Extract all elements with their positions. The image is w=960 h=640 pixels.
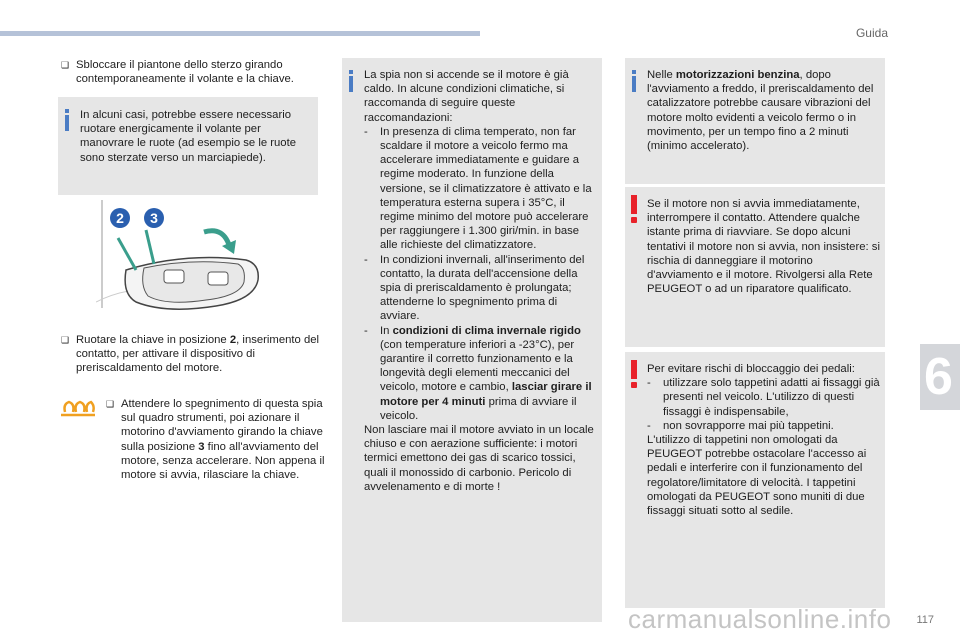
step-turn-key (61, 333, 338, 376)
harsh-winter-d: lasciar girare il motore per 4 minuti (380, 381, 592, 408)
preheating-list (364, 125, 598, 423)
info-box-steering (58, 97, 318, 195)
step-turn-key-text-a: Ruotare la chiave in posizione (76, 334, 230, 346)
harsh-winter-b: condizioni di clima invernale rigido (392, 324, 581, 337)
list-item: - In condizioni di clima invernale rigido (con temperature inferiori a -23°C), per garantire il corretto funzionamento e la longevità degli elementi meccanici del veicolo, motore e cambio, lasciar girare il motore per 4 minuti prima di avviare il veicolo. (364, 324, 592, 422)
temperate-climate-item: In presenza di clima temperato, non far scaldare il motore a veicolo fermo ma accelerare immediatamente e guidare a regime moderato. In funzione della versione, se il climatizzatore è attivato e la temperatura esterna supera i 35°C, il regime minimo del motore può accelerare per raggiungere i 1.300 giri/min. in base alle richieste del climatizzatore. (380, 125, 592, 252)
step-turn-key-text-c: , inserimento del contatto, per attivare il dispositivo di preriscaldamento del motore. (76, 334, 320, 375)
checkbox-bullet-icon: ❑ (61, 335, 70, 345)
step-wait-position: 3 (198, 440, 205, 453)
page-number: 117 (916, 614, 934, 626)
section-title: Guida (855, 26, 888, 40)
step-wait-start (106, 397, 327, 482)
warning-box-mats (625, 352, 885, 608)
info-box-petrol (625, 58, 885, 184)
mats-item-1: utilizzare solo tappetini adatti ai fissaggi già presenti nel veicolo. L'utilizzo di questi fissaggi è indispensabile, (663, 377, 880, 418)
step-unlock-steering (61, 58, 338, 86)
info-icon (65, 109, 69, 131)
list-item: - utilizzare solo tappetini adatti ai fissaggi già presenti nel veicolo. L'utilizzo di questi fissaggi è indispensabile, (647, 377, 880, 418)
preheating-text (364, 68, 598, 494)
harsh-winter-c: (con temperature inferiori a -23°C), per garantire il corretto funzionamento e la longevità degli elementi meccanici del veicolo, motore e cambio, (380, 338, 575, 394)
petrol-text-c: , dopo l'avviamento a freddo, il preriscaldamento del catalizzatore potrebbe causare vibrazioni del motore molto evidenti a veicolo fermo o in movimento, per un tempo fino a 2 minuti (minimo accelerato). (647, 69, 874, 153)
warning-box-start (625, 187, 885, 347)
warning-mats-text (647, 362, 881, 518)
winter-item: In condizioni invernali, all'inserimento del contatto, la durata dell'accensione della spia di preriscaldamento è prolungata; attenderne lo spegnimento prima di avviare. (380, 253, 585, 323)
list-item: - non sovrapporre mai più tappetini. (647, 419, 834, 432)
watermark: carmanualsonline.info (628, 604, 892, 634)
info-box-preheating (342, 58, 602, 622)
chapter-tab (920, 344, 960, 410)
warning-icon (631, 360, 637, 388)
list-item: - In presenza di clima temperato, non far scaldare il motore a veicolo fermo ma accelerare immediatamente e guidare a regime moderato. In funzione della versione, se il climatizzatore è attivato e la temperatura esterna supera i 35°C, il regime minimo del motore può accelerare per raggiungere i 1.300 giri/min. in base alle richieste del climatizzatore. (364, 125, 592, 252)
key-ignition-illustration (96, 198, 276, 318)
mats-list (647, 376, 881, 433)
chapter-number: 6 (924, 348, 953, 406)
petrol-text-a: Nelle (647, 69, 676, 81)
info-steering-text: In alcuni casi, potrebbe essere necessario ruotare energicamente il volante per manovrare le ruote (ad esempio se le ruote sono sterzate verso un marciapiede). (80, 109, 297, 164)
harsh-winter-a: In (380, 324, 393, 337)
mats-item-2: non sovrapporre mai più tappetini. (663, 419, 834, 432)
preheating-intro: La spia non si accende se il motore è già caldo. In alcune condizioni climatiche, si raccomanda di seguire queste raccomandazioni: (364, 69, 569, 124)
position-2-label: 2 (116, 210, 124, 226)
mats-intro: Per evitare rischi di bloccaggio dei pedali: (647, 363, 855, 375)
petrol-text-b: motorizzazioni benzina (675, 69, 800, 81)
warning-start-text: Se il motore non si avvia immediatamente, interrompere il contatto. Attendere qualche istante prima di riavviare. Se dopo alcuni tentativi il motore non si avvia, non insistere: si rischia di danneggiare il motorino d'avviamento e il motore. Rivolgersi alla Rete PEUGEOT o ad un riparatore qualificato. (647, 198, 880, 296)
petrol-text (647, 68, 881, 153)
step-wait-text-c: fino all'avviamento del motore, senza accelerare. Non appena il motore si avvia, rilasciare la chiave. (121, 440, 325, 482)
warning-icon (631, 195, 637, 223)
mats-outro: L'utilizzo di tappetini non omologati da PEUGEOT potrebbe ostacolare l'accesso ai pedali e interferire con il funzionamento del regolatore/limitatore di velocità. I tappetini omologati da PEUGEOT sono muniti di due fissaggi situati sotto al sedile. (647, 434, 867, 518)
checkbox-bullet-icon: ❑ (106, 399, 115, 409)
preheating-glow-icon (61, 400, 95, 418)
step-wait-text-a: Attendere lo spegnimento di questa spia sul quadro strumenti, poi azionare il motorino d'avviamento girando la chiave sulla posizione (121, 398, 323, 453)
info-icon (632, 70, 636, 92)
position-3-label: 3 (150, 210, 158, 226)
header-bar (0, 31, 480, 36)
step-unlock-text: Sbloccare il piantone dello sterzo girando contemporaneamente il volante e la chiave. (76, 59, 294, 86)
checkbox-bullet-icon: ❑ (61, 60, 70, 70)
step-turn-key-position: 2 (229, 334, 237, 346)
list-item: - In condizioni invernali, all'inserimento del contatto, la durata dell'accensione della spia di preriscaldamento è prolungata; attenderne lo spegnimento prima di avviare. (364, 253, 585, 323)
preheating-outro: Non lasciare mai il motore avviato in un locale chiuso e con aerazione sufficiente: i motori termici emettono dei gas di scarico tossici, quali il monossido di carbonio. Pericolo di avvelenamento e di morte ! (364, 424, 594, 493)
harsh-winter-e: prima di avviare il veicolo. (380, 395, 577, 422)
info-icon (349, 70, 353, 92)
